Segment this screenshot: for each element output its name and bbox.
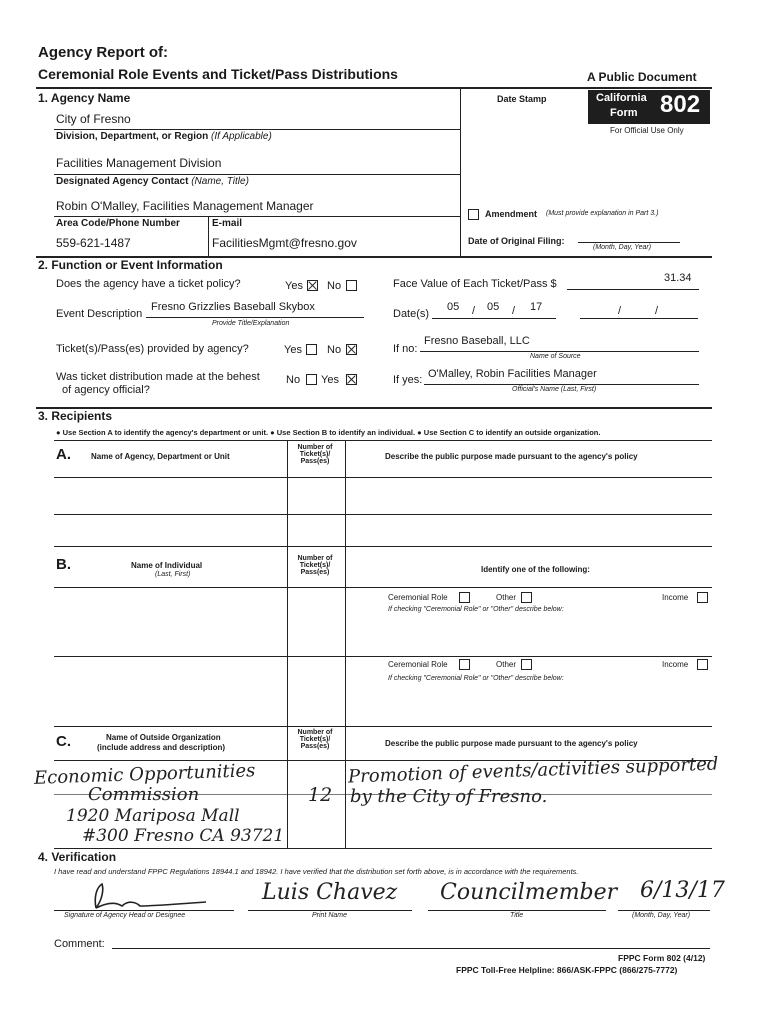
signature-image bbox=[56, 880, 226, 912]
c-org-name[interactable]: Economic Opportunities bbox=[33, 760, 256, 789]
section-a-letter: A. bbox=[56, 446, 71, 463]
agency-name-value[interactable]: City of Fresno bbox=[56, 112, 131, 126]
c-purpose-2[interactable]: by the City of Fresno. bbox=[350, 786, 548, 807]
face-value-label: Face Value of Each Ticket/Pass $ bbox=[393, 278, 557, 290]
division-label: Division, Department, or Region (If Applicable) bbox=[56, 131, 272, 142]
header-rule bbox=[36, 87, 712, 89]
email-label: E-mail bbox=[212, 218, 243, 229]
face-value-value[interactable]: 31.34 bbox=[664, 272, 692, 284]
event-description-note: Provide Title/Explanation bbox=[212, 320, 290, 327]
behest-no-checkbox[interactable] bbox=[306, 374, 317, 385]
section1-heading: 1. Agency Name bbox=[38, 91, 131, 105]
behest-question-line2: of agency official? bbox=[62, 384, 150, 396]
form-title-line1: Agency Report of: bbox=[38, 44, 169, 61]
date-stamp-label: Date Stamp bbox=[497, 94, 547, 104]
title-value[interactable]: Councilmember bbox=[440, 880, 618, 905]
form-802-badge: California Form 802 bbox=[588, 90, 710, 124]
ticket-policy-no-checkbox[interactable] bbox=[346, 280, 357, 291]
officials-name-note: Official's Name (Last, First) bbox=[512, 386, 597, 393]
section-a-num-header: Number of Ticket(s)/ Pass(es) bbox=[297, 444, 333, 465]
official-name-value[interactable]: O'Malley, Robin Facilities Manager bbox=[428, 368, 597, 380]
b1-income-checkbox[interactable] bbox=[697, 592, 708, 603]
c-org-name-2[interactable]: Commission bbox=[88, 784, 200, 805]
provided-yes-checkbox[interactable] bbox=[306, 344, 317, 355]
section-b-col1-note: (Last, First) bbox=[155, 571, 191, 578]
behest-yes-checkbox[interactable] bbox=[346, 374, 357, 385]
amendment-note: (Must provide explanation in Part 3.) bbox=[546, 210, 659, 217]
name-of-source-note: Name of Source bbox=[530, 353, 581, 360]
b2-income-checkbox[interactable] bbox=[697, 659, 708, 670]
title-label: Title bbox=[510, 912, 524, 919]
section-b-col3: Identify one of the following: bbox=[481, 565, 590, 574]
section-b-num-header: Number of Ticket(s)/ Pass(es) bbox=[297, 555, 333, 576]
b2-other-checkbox[interactable] bbox=[521, 659, 532, 670]
if-no-label: If no: bbox=[393, 343, 418, 355]
comment-label: Comment: bbox=[54, 938, 105, 950]
if-yes-label: If yes: bbox=[393, 374, 423, 386]
b2-if-checking-note: If checking "Ceremonial Role" or "Other" describe below: bbox=[388, 675, 564, 682]
section2-heading: 2. Function or Event Information bbox=[38, 258, 223, 272]
provided-by-agency-question: Ticket(s)/Pass(es) provided by agency? bbox=[56, 343, 249, 355]
c-org-address[interactable]: 1920 Mariposa Mall bbox=[66, 806, 240, 826]
b2-ceremonial-checkbox[interactable] bbox=[459, 659, 470, 670]
original-filing-label: Date of Original Filing: bbox=[468, 236, 565, 246]
event-description-label: Event Description bbox=[56, 308, 143, 320]
section3-instructions: ● Use Section A to identify the agency's department or unit. ● Use Section B to identify an individual. ● Use Section C to identify an outside organization. bbox=[56, 428, 601, 437]
b1-if-checking-note: If checking "Ceremonial Role" or "Other" describe below: bbox=[388, 606, 564, 613]
section-b-col1: Name of Individual bbox=[131, 561, 203, 570]
original-filing-note: (Month, Day, Year) bbox=[593, 244, 652, 251]
contact-value[interactable]: Robin O'Malley, Facilities Management Manager bbox=[56, 199, 314, 213]
section-a-col3: Describe the public purpose made pursuant to the agency's policy bbox=[385, 452, 638, 461]
ticket-policy-question: Does the agency have a ticket policy? bbox=[56, 278, 241, 290]
section-b-letter: B. bbox=[56, 556, 71, 573]
division-value[interactable]: Facilities Management Division bbox=[56, 156, 222, 170]
phone-value[interactable]: 559-621-1487 bbox=[56, 236, 131, 250]
form-title-line2: Ceremonial Role Events and Ticket/Pass Distributions bbox=[38, 66, 398, 82]
footer-form-number: FPPC Form 802 (4/12) bbox=[618, 953, 706, 963]
section-a-col1: Name of Agency, Department or Unit bbox=[91, 452, 230, 461]
public-document-label: A Public Document bbox=[587, 70, 697, 84]
section-c-letter: C. bbox=[56, 733, 71, 750]
b1-ceremonial-checkbox[interactable] bbox=[459, 592, 470, 603]
section-c-col1-line1: Name of Outside Organization bbox=[106, 733, 221, 742]
behest-question-line1: Was ticket distribution made at the behest bbox=[56, 371, 260, 383]
date-day[interactable]: 05 bbox=[487, 301, 500, 313]
phone-label: Area Code/Phone Number bbox=[56, 218, 180, 229]
section-c-col3: Describe the public purpose made pursuant to the agency's policy bbox=[385, 739, 638, 748]
date-signed-value[interactable]: 6/13/17 bbox=[640, 878, 725, 903]
date-month[interactable]: 05 bbox=[447, 301, 460, 313]
section-c-num-header: Number of Ticket(s)/ Pass(es) bbox=[297, 729, 333, 750]
section-c-col1-line2: (include address and description) bbox=[97, 743, 226, 752]
official-use-label: For Official Use Only bbox=[610, 126, 684, 135]
contact-label: Designated Agency Contact (Name, Title) bbox=[56, 176, 249, 187]
amendment-label: Amendment bbox=[485, 209, 538, 219]
dates-label: Date(s) bbox=[393, 308, 430, 320]
c-ticket-count[interactable]: 12 bbox=[308, 784, 333, 806]
verification-statement: I have read and understand FPPC Regulations 18944.1 and 18942. I have verified that the distribution set forth above, is in accordance with the requirements. bbox=[54, 867, 579, 876]
c-org-address-2[interactable]: #300 Fresno CA 93721 bbox=[82, 826, 285, 846]
source-value[interactable]: Fresno Baseball, LLC bbox=[424, 335, 530, 347]
date-signed-label: (Month, Day, Year) bbox=[632, 912, 691, 919]
email-value[interactable]: FacilitiesMgmt@fresno.gov bbox=[212, 236, 357, 250]
section3-heading: 3. Recipients bbox=[38, 409, 113, 423]
ticket-policy-yes-checkbox[interactable] bbox=[307, 280, 318, 291]
print-name-label: Print Name bbox=[312, 912, 348, 919]
event-description-value[interactable]: Fresno Grizzlies Baseball Skybox bbox=[151, 301, 315, 313]
footer-helpline: FPPC Toll-Free Helpline: 866/ASK-FPPC (866/275-7772) bbox=[456, 965, 678, 975]
provided-no-checkbox[interactable] bbox=[346, 344, 357, 355]
c-purpose[interactable]: Promotion of events/activities supported bbox=[347, 753, 719, 788]
amendment-checkbox[interactable] bbox=[468, 209, 479, 220]
b1-other-checkbox[interactable] bbox=[521, 592, 532, 603]
section4-heading: 4. Verification bbox=[38, 850, 117, 864]
print-name-value[interactable]: Luis Chavez bbox=[262, 880, 398, 905]
date-year[interactable]: 17 bbox=[530, 301, 543, 313]
signature-label: Signature of Agency Head or Designee bbox=[64, 912, 186, 919]
